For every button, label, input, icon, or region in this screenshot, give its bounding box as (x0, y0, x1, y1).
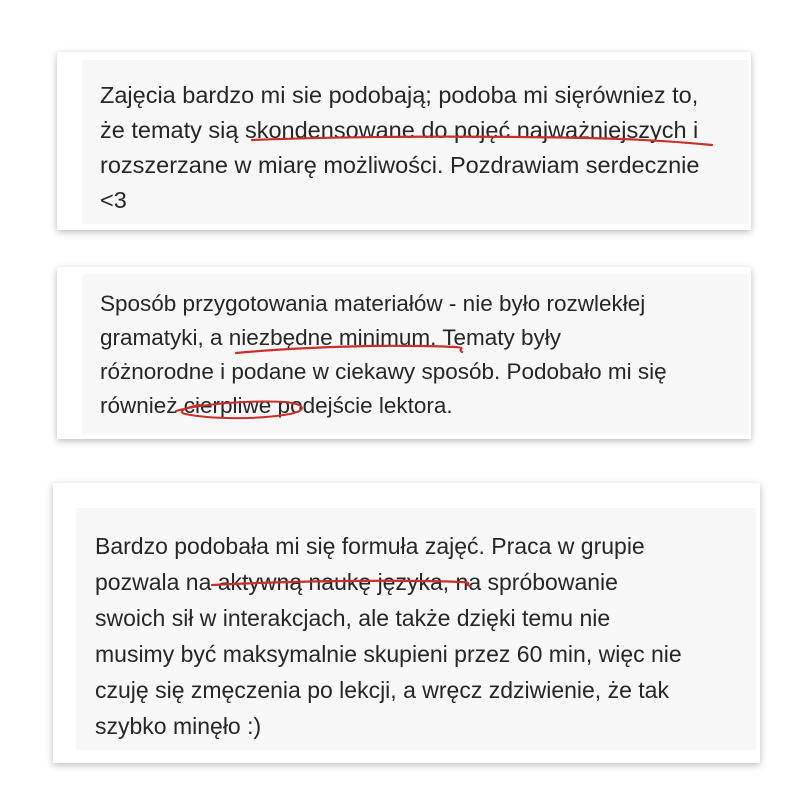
comment-2-line-3: różnorodne i podane w ciekawy sposób. Podobało mi się (100, 359, 667, 384)
comment-2-line-4: również cierpliwe podejście lektora. (100, 393, 453, 418)
comment-2-line-1: Sposób przygotowania materiałów - nie było rozwlekłej (100, 291, 646, 316)
comment-3-line-3: swoich sił w interakcjach, ale także dzięki temu nie (95, 605, 611, 631)
comment-3-line-2: pozwala na aktywną naukę języka, na spróbowanie (95, 569, 618, 595)
comment-3-line-6: szybko minęło :) (95, 713, 262, 739)
comment-1-line-3: rozszerzane w miarę możliwości. Pozdrawiam serdecznie (100, 152, 700, 178)
comment-3-line-1: Bardzo podobała mi się formuła zajęć. Praca w grupie (95, 533, 645, 559)
comment-2-line-2: gramatyki, a niezbędne minimum. Tematy były (100, 325, 562, 350)
comment-text-3 (95, 528, 682, 744)
comment-1-line-2: że tematy sią skondensowane do pojęć najważniejszych i (100, 117, 699, 143)
comment-3-line-4: musimy być maksymalnie skupieni przez 60 min, więc nie (95, 641, 682, 667)
comment-1-line-1: Zajęcia bardzo mi sie podobają; podoba mi sięrówniez to, (100, 82, 699, 108)
comment-3-line-5: czuję się zmęczenia po lekcji, a wręcz zdziwienie, że tak (95, 677, 669, 703)
comment-text-2 (100, 287, 667, 423)
comment-1-line-4: <3 (100, 187, 127, 213)
comment-text-1 (100, 78, 699, 218)
